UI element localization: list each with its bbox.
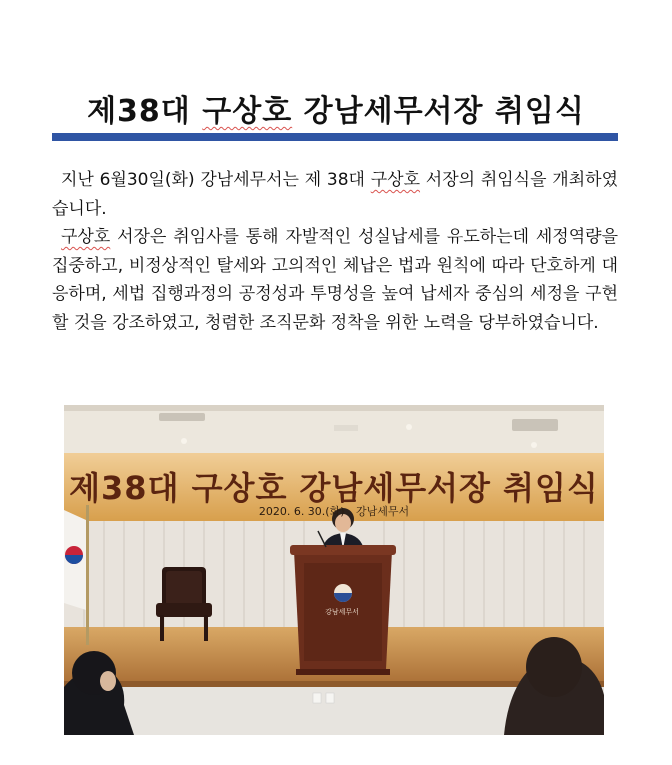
ceremony-photo (64, 405, 604, 735)
podium-label: 강남세무서 (325, 608, 359, 616)
ceremony-scene (64, 405, 604, 735)
paragraph-1 (52, 166, 618, 223)
banner-org: 강남세무서 (356, 505, 410, 518)
title-underline-rule (52, 133, 618, 141)
paragraph-2-name: 구상호 (61, 227, 111, 247)
title-name: 구상호 (202, 94, 293, 129)
paragraph-2-text-b: 서장은 취임사를 통해 자발적인 성실납세를 유도하는데 세정역량을 집중하고, 비정상적인 탈세와 고의적인 체납은 법과 원칙에 따라 단호하게 대응하며, 세법 집행과정의 공정성과 투명성을 높여 납세자 중심의 세정을 구현할 것을 강조하였고, 청렴한 조직문화 정착을 위한 노력을 당부하였습니다. (52, 227, 618, 333)
banner-subtitle (64, 503, 604, 519)
article-body (52, 166, 618, 337)
page-title (0, 86, 672, 130)
title-prefix: 제38대 (87, 94, 203, 129)
banner-date: 2020. 6. 30.(화) (258, 505, 345, 518)
title-suffix: 강남세무서장 취임식 (292, 94, 585, 129)
paragraph-1-text-a: 지난 6월30일(화) 강남세무서는 제 38대 (61, 170, 371, 190)
paragraph-2 (52, 223, 618, 337)
banner-title: 제38대 구상호 강남세무서장 취임식 (69, 469, 599, 507)
paragraph-1-text-b: 서장의 취임식을 개최하였습니다. (52, 170, 618, 219)
paragraph-1-name: 구상호 (370, 170, 421, 190)
